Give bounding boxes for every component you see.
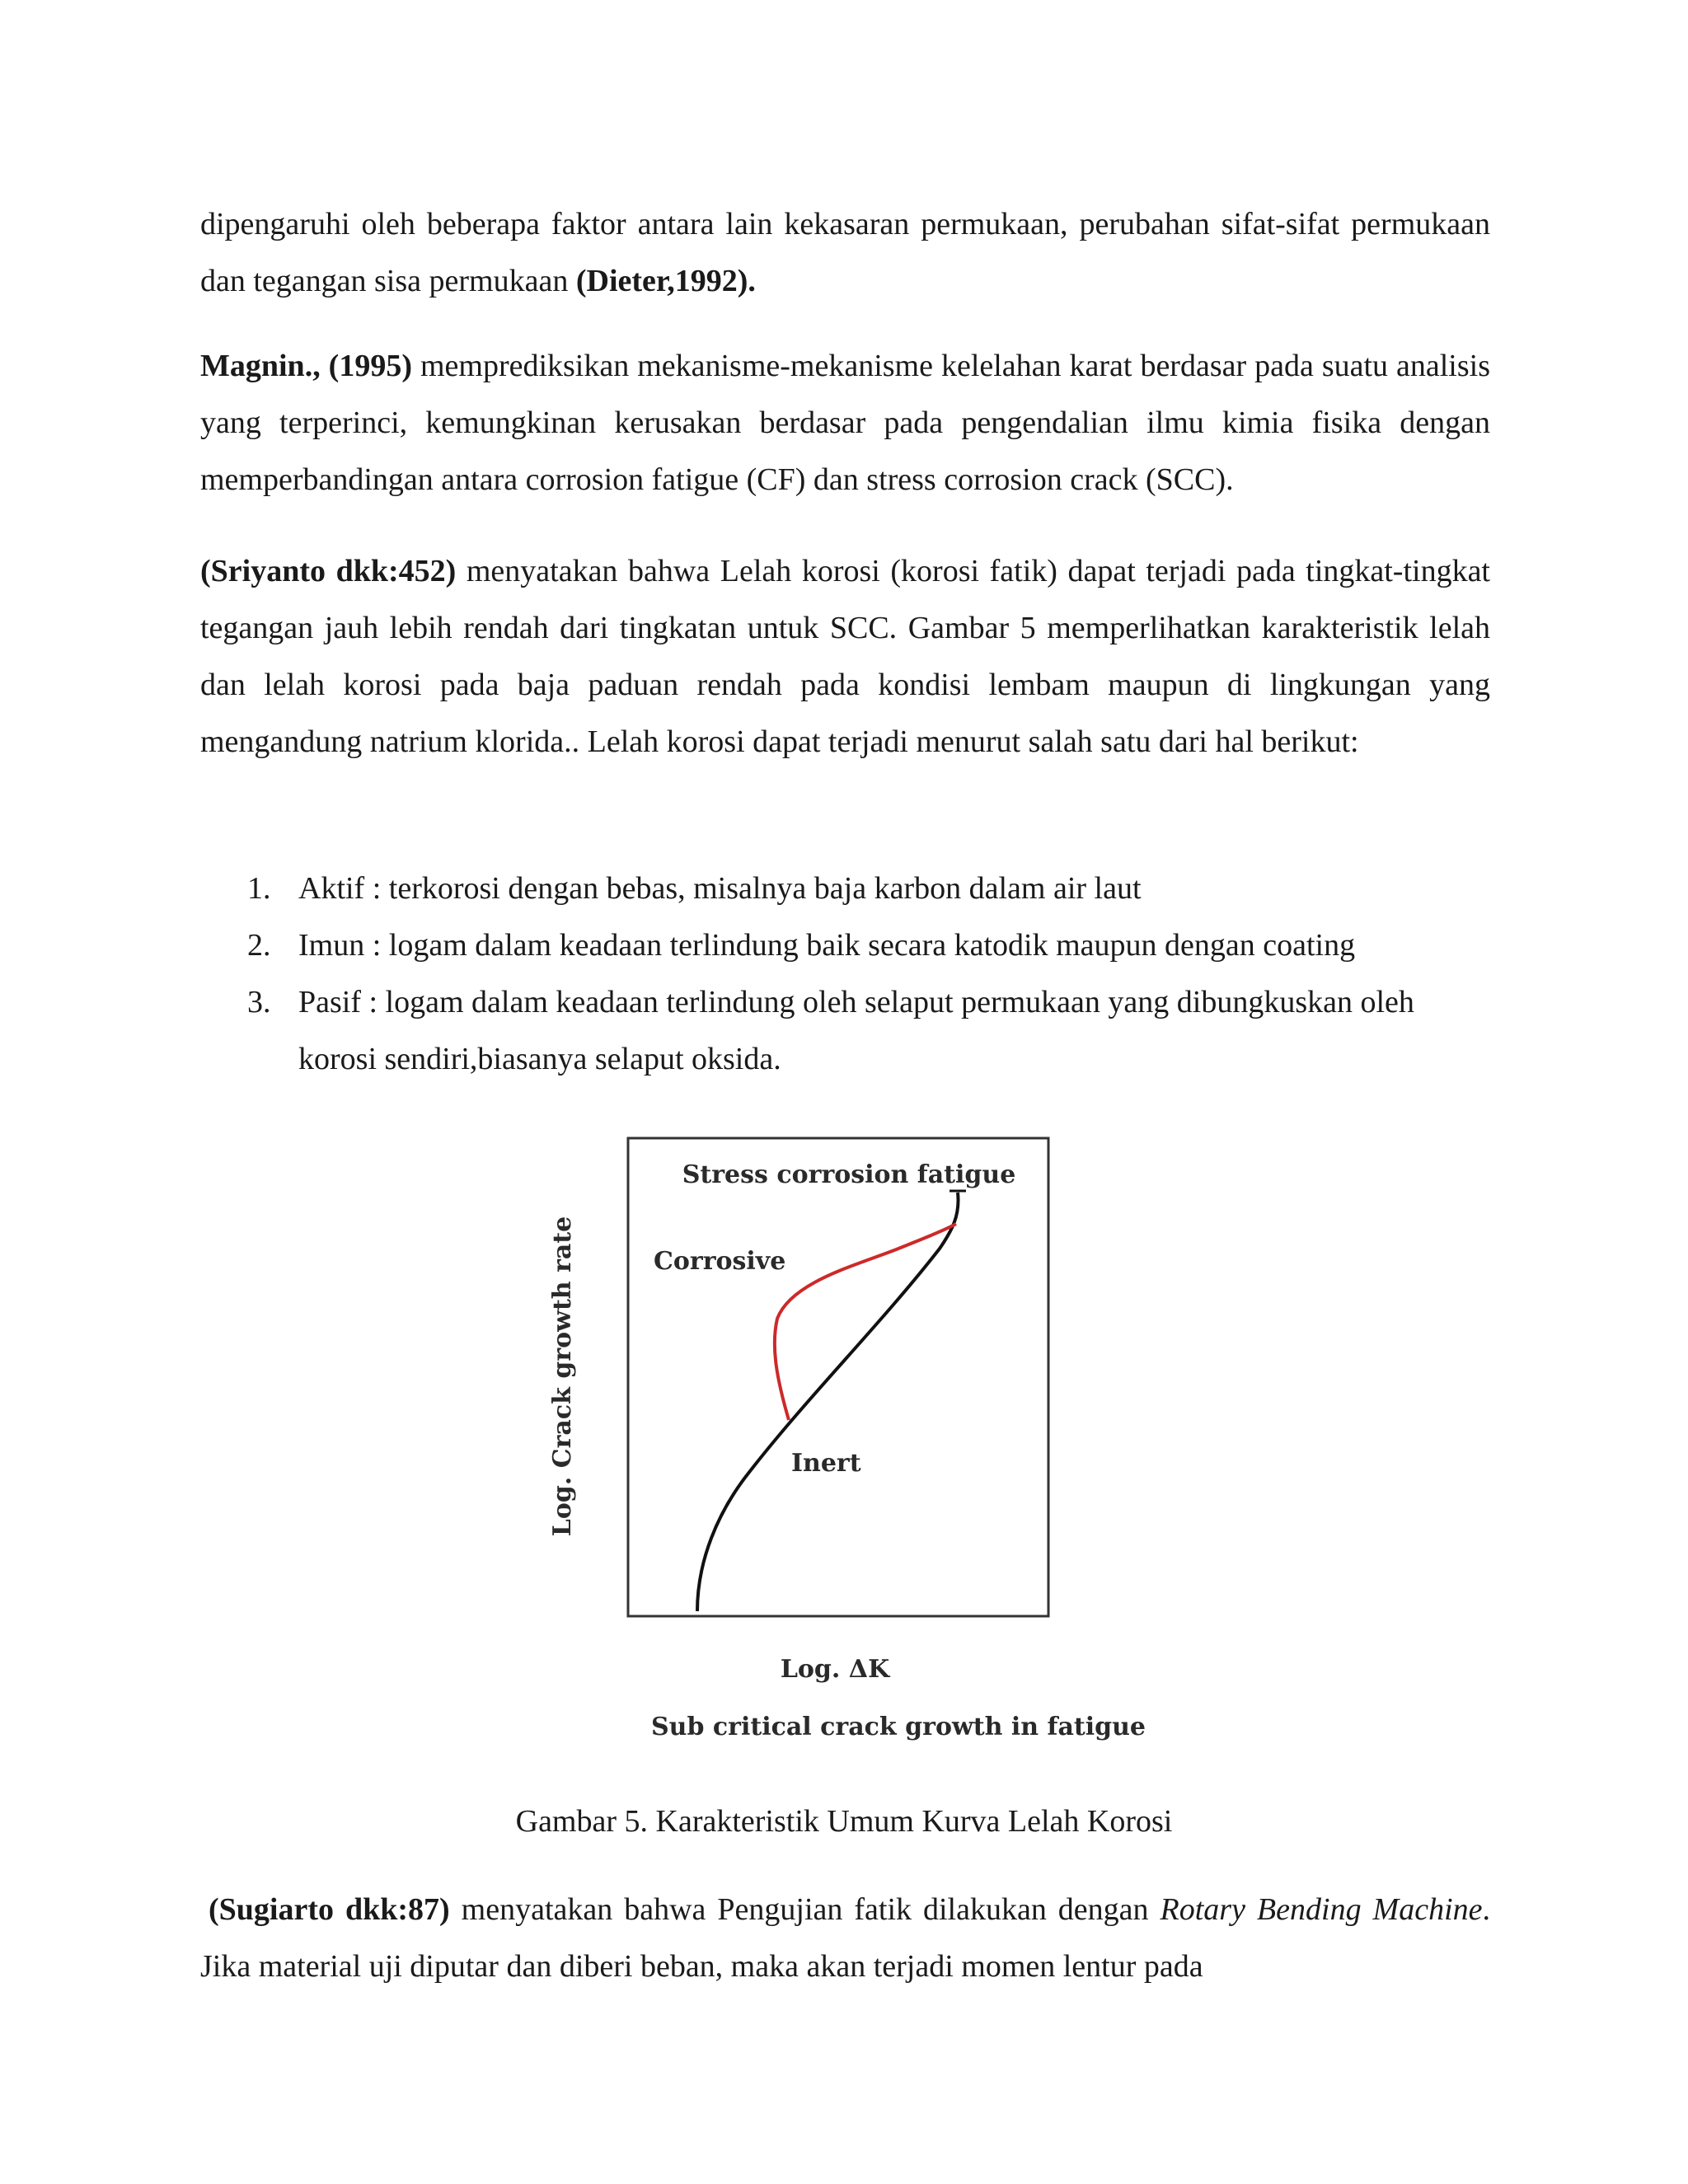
list-item-text: Imun : logam dalam keadaan terlindung baik secara katodik maupun dengan coating [298,928,1356,963]
paragraph-text: memprediksikan mekanisme-mekanisme kelelahan karat berdasar pada suatu analisis yang terperinci, kemungkinan kerusakan berdasar pada pengendalian ilmu kimia fisika dengan memperbandingan antara corrosion fatigue (CF) dan stress corrosion crack (SCC). [200,349,1490,497]
plot-frame [628,1138,1048,1616]
paragraph-text: menyatakan bahwa Pengujian fatik dilakukan dengan [449,1892,1160,1927]
figure-caption: Gambar 5. Karakteristik Umum Kurva Lelah Korosi [515,1804,1173,1839]
corrosion-condition-list [247,860,1490,1088]
figure-title: Stress corrosion fatigue [682,1160,1016,1189]
corrosive-curve [775,1224,956,1420]
paragraph-sriyanto [200,543,1490,771]
y-axis-label: Log. Crack growth rate [548,1216,577,1537]
list-item [247,917,1490,974]
inert-label: Inert [791,1449,861,1478]
citation: (Sriyanto dkk:452) [200,554,457,588]
paragraph-text: dipengaruhi oleh beberapa faktor antara lain kekasaran permukaan, perubahan sifat-sifat permukaan dan tegangan sisa permukaan [200,207,1490,298]
x-axis-label: Log. ΔK [780,1655,890,1684]
paragraph-text: . Jika material uji diputar dan diberi beban, maka akan terjadi momen lentur pada [200,1892,1490,1984]
list-number: 1. [247,871,271,906]
citation: Magnin., (1995) [200,349,412,383]
paragraph-dieter [200,196,1490,310]
list-number: 3. [247,985,271,1019]
citation: (Sugiarto dkk:87) [209,1892,450,1927]
corrosion-fatigue-figure [536,1133,1162,1760]
citation: (Dieter,1992). [575,264,756,298]
list-item-text: Pasif : logam dalam keadaan terlindung oleh selaput permukaan yang dibungkuskan oleh korosi sendiri,biasanya selaput oksida. [298,985,1414,1076]
paragraph-text: menyatakan bahwa Lelah korosi (korosi fatik) dapat terjadi pada tingkat-tingkat tegangan jauh lebih rendah dari tingkatan untuk SCC. Gambar 5 memperlihatkan karakteristik lelah dan lelah korosi pada baja paduan rendah pada kondisi lembam maupun di lingkungan yang mengandung natrium klorida.. Lelah korosi dapat terjadi menurut salah satu dari hal berikut: [200,554,1490,759]
corrosive-label: Corrosive [654,1247,786,1276]
list-item [247,860,1490,917]
list-item-text: Aktif : terkorosi dengan bebas, misalnya baja karbon dalam air laut [298,871,1142,906]
machine-name: Rotary Bending Machine [1160,1892,1483,1927]
list-number: 2. [247,928,271,963]
paragraph-sugiarto [200,1882,1490,1995]
paragraph-magnin [200,338,1490,509]
figure-subtitle: Sub critical crack growth in fatigue [650,1713,1146,1741]
list-item [247,974,1490,1088]
